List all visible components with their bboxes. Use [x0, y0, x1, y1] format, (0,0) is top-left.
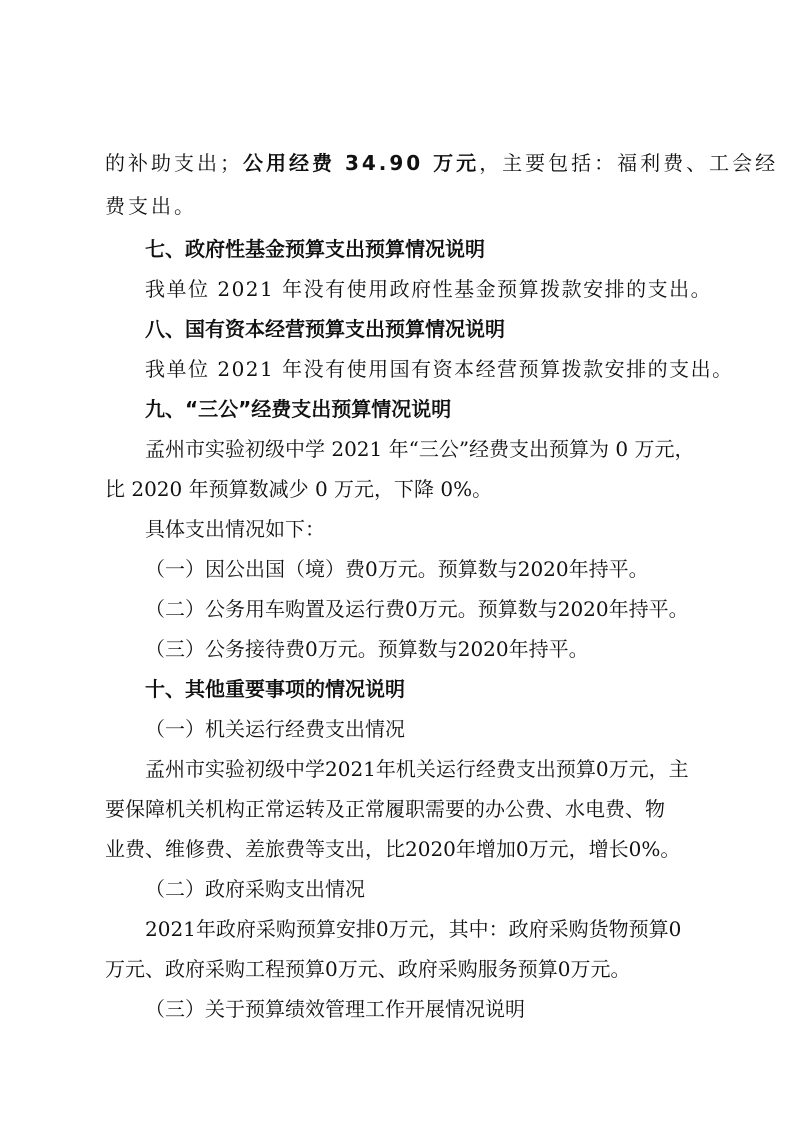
- paragraph-line: 我单位 2021 年没有使用国有资本经营预算拨款安排的支出。: [145, 357, 734, 381]
- section-heading-9: 九、“三公”经费支出预算情况说明: [145, 397, 452, 421]
- paragraph-line: 孟州市实验初级中学2021年机关运行经费支出预算0万元，主: [145, 757, 689, 781]
- paragraph-line: [105, 150, 779, 176]
- paragraph-line: 我单位 2021 年没有使用政府性基金预算拨款安排的支出。: [145, 277, 713, 301]
- paragraph-line: 费支出。: [105, 194, 197, 218]
- list-item: （三）公务接待费0万元。预算数与2020年持平。: [145, 637, 589, 661]
- list-item: （二）公务用车购置及运行费0万元。预算数与2020年持平。: [145, 597, 689, 621]
- paragraph-line: 具体支出情况如下：: [145, 517, 325, 541]
- text: ，主要包括：福利费、工会经: [479, 151, 779, 175]
- section-heading-7: 七、政府性基金预算支出预算情况说明: [145, 237, 485, 261]
- subsection-heading: （三）关于预算绩效管理工作开展情况说明: [145, 997, 525, 1021]
- paragraph-line: 要保障机关机构正常运转及正常履职需要的办公费、水电费、物: [105, 797, 665, 821]
- paragraph-line: 万元、政府采购工程预算0万元、政府采购服务预算0万元。: [105, 957, 631, 981]
- paragraph-line: 2021年政府采购预算安排0万元，其中：政府采购货物预算0: [145, 917, 682, 941]
- subsection-heading: （二）政府采购支出情况: [145, 877, 365, 901]
- bold-text: 公用经费 34.90 万元: [243, 151, 480, 175]
- paragraph-line: 业费、维修费、差旅费等支出，比2020年增加0万元，增长0%。: [105, 837, 681, 861]
- section-heading-10: 十、其他重要事项的情况说明: [145, 677, 405, 701]
- text: 的补助支出；: [105, 151, 243, 175]
- paragraph-line: 孟州市实验初级中学 2021 年“三公”经费支出预算为 0 万元，: [145, 437, 695, 461]
- section-heading-8: 八、国有资本经营预算支出预算情况说明: [145, 317, 505, 341]
- list-item: （一）因公出国（境）费0万元。预算数与2020年持平。: [145, 557, 649, 581]
- paragraph-line: 比 2020 年预算数减少 0 万元，下降 0%。: [105, 477, 493, 501]
- subsection-heading: （一）机关运行经费支出情况: [145, 717, 405, 741]
